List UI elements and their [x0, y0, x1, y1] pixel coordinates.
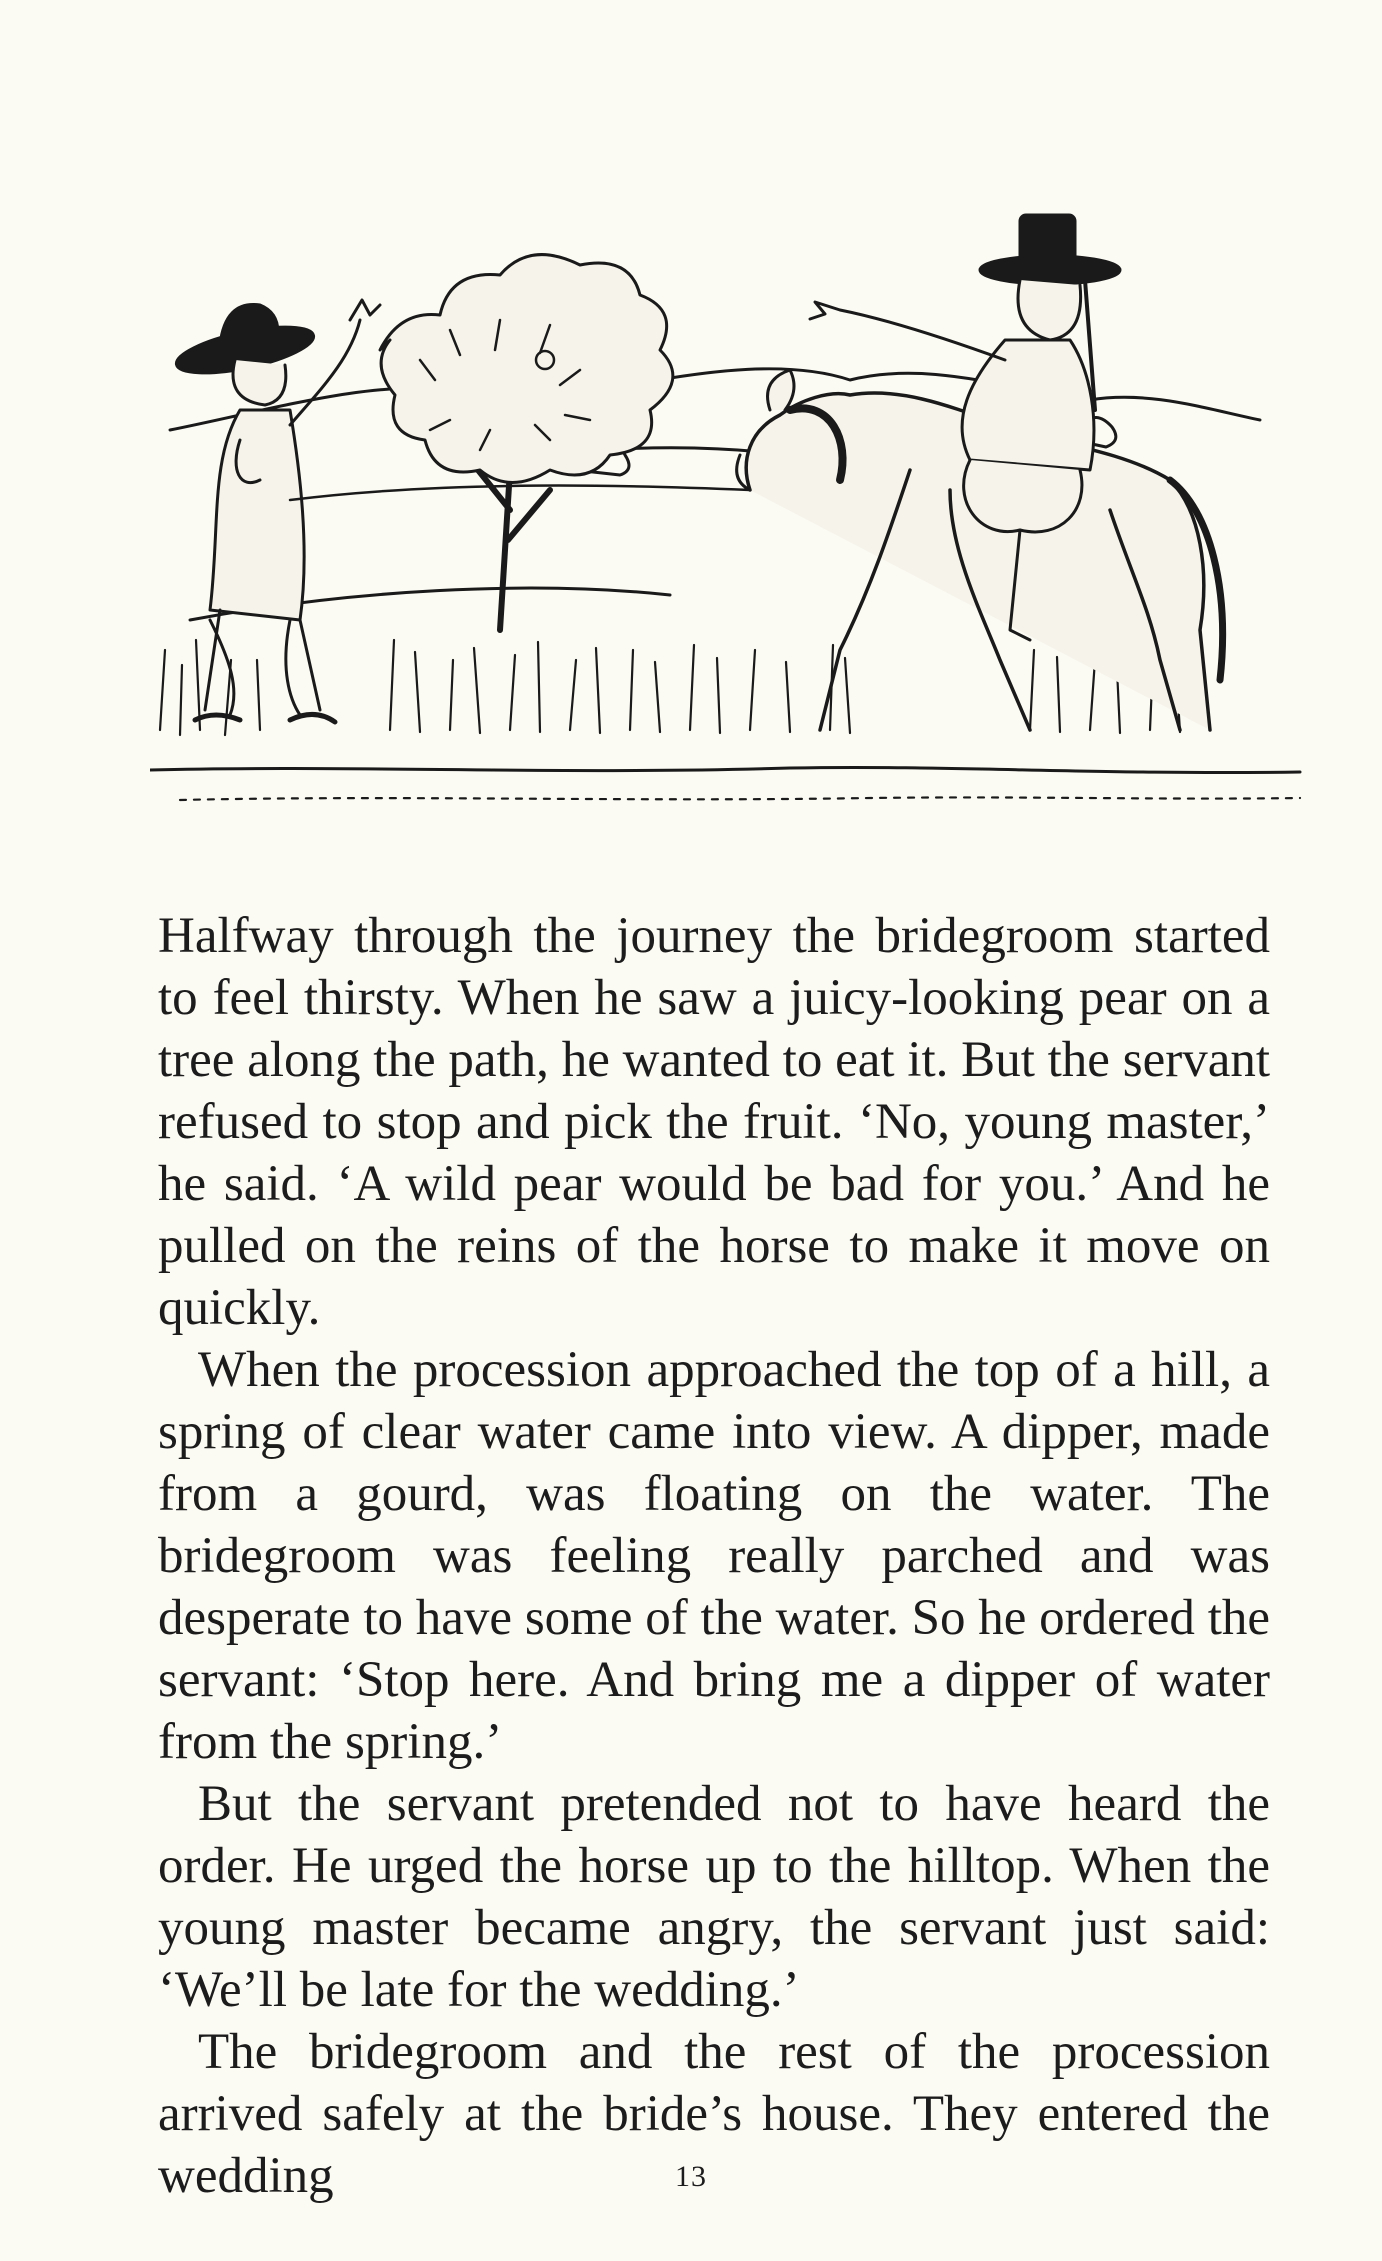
paragraph: Halfway through the journey the bridegroom started to feel thirsty. When he saw a juicy-looking pear on a tree along the path, he wanted to eat it. But the servant refused to stop and pick the fruit. ‘No, young master,’ he said. ‘A wild pear would be bad for you.’ And he pulled on the reins of the horse to make it move on quickly. [158, 908, 1270, 1336]
reins-icon [290, 486, 750, 500]
story-text [158, 905, 1270, 2207]
page-number: 13 [675, 2160, 707, 2193]
hill-line-icon [170, 369, 1260, 430]
paragraph: But the servant pretended not to have heard the order. He urged the horse up to the hilltop. When the young master became angry, the servant just said: ‘We’ll be late for the wedding.’ [158, 1776, 1270, 2018]
servant-figure-icon [173, 300, 380, 722]
pear-tree-icon [380, 255, 673, 630]
story-illustration [150, 210, 1310, 860]
paragraph: The bridegroom and the rest of the procession arrived safely at the bride’s house. They entered the wedding [158, 2024, 1270, 2204]
paragraph: When the procession approached the top of a hill, a spring of clear water came into view. A dipper, made from a gourd, was floating on the water. The bridegroom was feeling really parched and was desperate to have some of the water. So he ordered the servant: ‘Stop here. And bring me a dipper of water from the spring.’ [158, 1342, 1270, 1770]
